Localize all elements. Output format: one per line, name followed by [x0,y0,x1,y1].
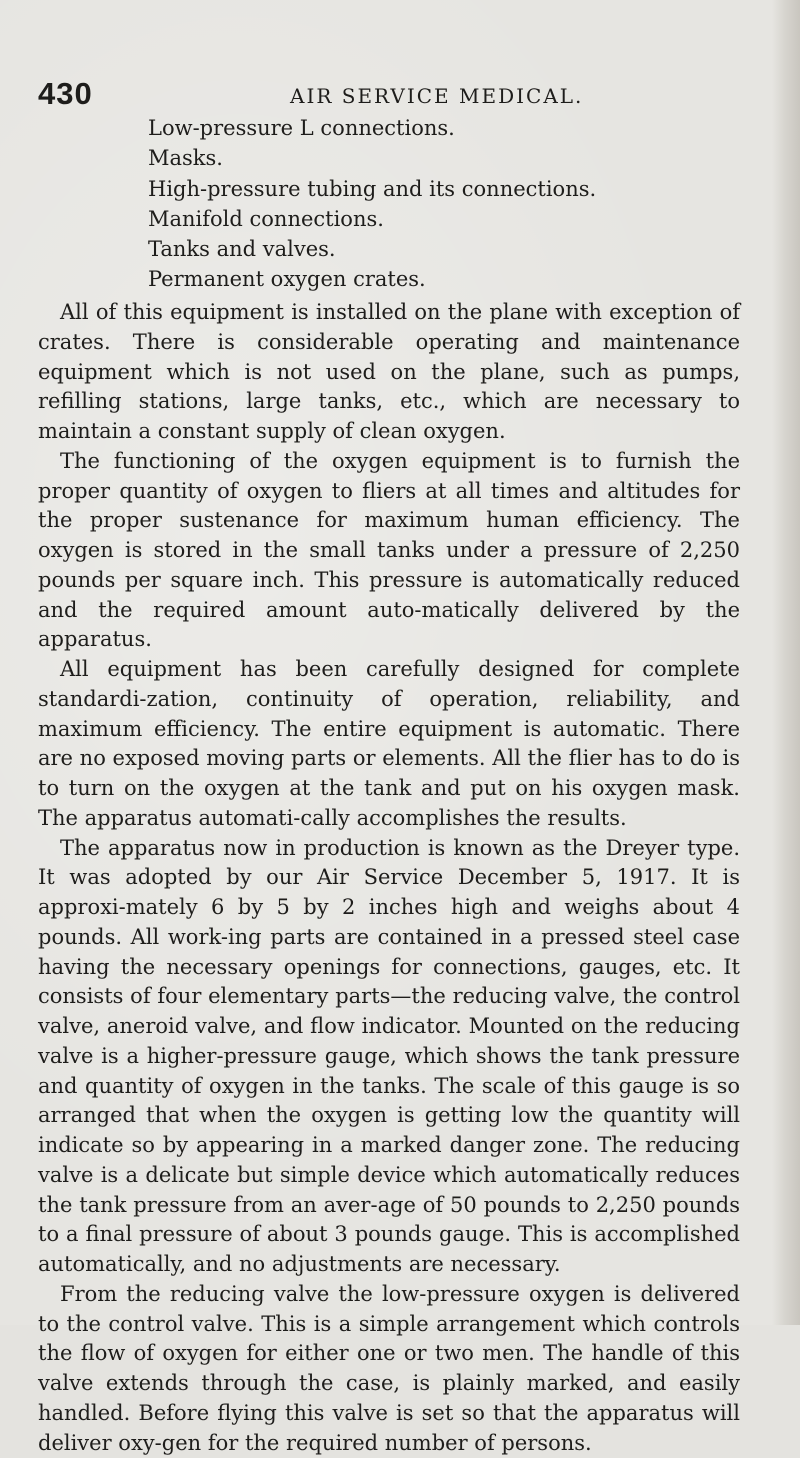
list-item: High-pressure tubing and its connections. [148,176,597,201]
paragraph: The apparatus now in production is known as the Dreyer type. It was adopted by our Air Service December 5, 1917. It is approxi-mately 6 by 5 by 2 inches high and weighs about 4 pounds. All work-ing parts are contained in a pressed steel case having the necessary openings for connections, gauges, etc. It consists of four elementary parts—the reducing valve, the control valve, aneroid valve, and flow indicator. Mounted on the reducing valve is a higher-pressure gauge, which shows the tank pressure and quantity of oxygen in the tanks. The scale of this gauge is so arranged that when the oxygen is getting low the quantity will indicate so by appearing in a marked danger zone. The reducing valve is a delicate but simple device which automatically reduces the tank pressure from an aver-age of 50 pounds to 2,250 pounds to a final pressure of about 3 pounds gauge. This is accomplished automatically, and no adjustments are necessary. [38,835,740,1276]
list-item: Masks. [148,146,223,171]
paragraph: From the reducing valve the low-pressure oxygen is delivered to the control valve. This is a simple arrangement which controls the flow of oxygen for either one or two men. The handle of this valve extends through the case, is plainly marked, and easily handled. Before flying this valve is set so that the apparatus will deliver oxy-gen for the required number of persons. [38,1281,740,1455]
page-header [38,74,738,114]
list-item: Manifold connections. [148,206,384,231]
equipment-list [148,113,708,295]
body-text [38,298,740,1458]
list-item: Permanent oxygen crates. [148,267,426,292]
running-head: AIR SERVICE MEDICAL. [290,84,584,108]
paragraph: The functioning of the oxygen equipment is to furnish the proper quantity of oxygen to fliers at all times and altitudes for the proper sustenance for maximum human efficiency. The oxygen is stored in the small tanks under a pressure of 2,250 pounds per square inch. This pressure is automatically reduced and the required amount auto-matically delivered by the apparatus. [38,448,740,652]
page-number: 430 [38,76,93,111]
page-edge-shadow [772,0,800,1325]
list-item: Tanks and valves. [148,237,336,262]
paragraph: All of this equipment is installed on the plane with exception of crates. There is considerable operating and maintenance equipment which is not used on the plane, such as pumps, refilling stations, large tanks, etc., which are necessary to maintain a constant supply of clean oxygen. [38,300,740,443]
list-item: Low-pressure L connections. [148,116,455,140]
paragraph: All equipment has been carefully designed for complete standardi-zation, continuity of operation, reliability, and maximum efficiency. The entire equipment is automatic. There are no exposed moving parts or elements. All the flier has to do is to turn on the oxygen at the tank and put on his oxygen mask. The apparatus automati-cally accomplishes the results. [38,657,740,830]
